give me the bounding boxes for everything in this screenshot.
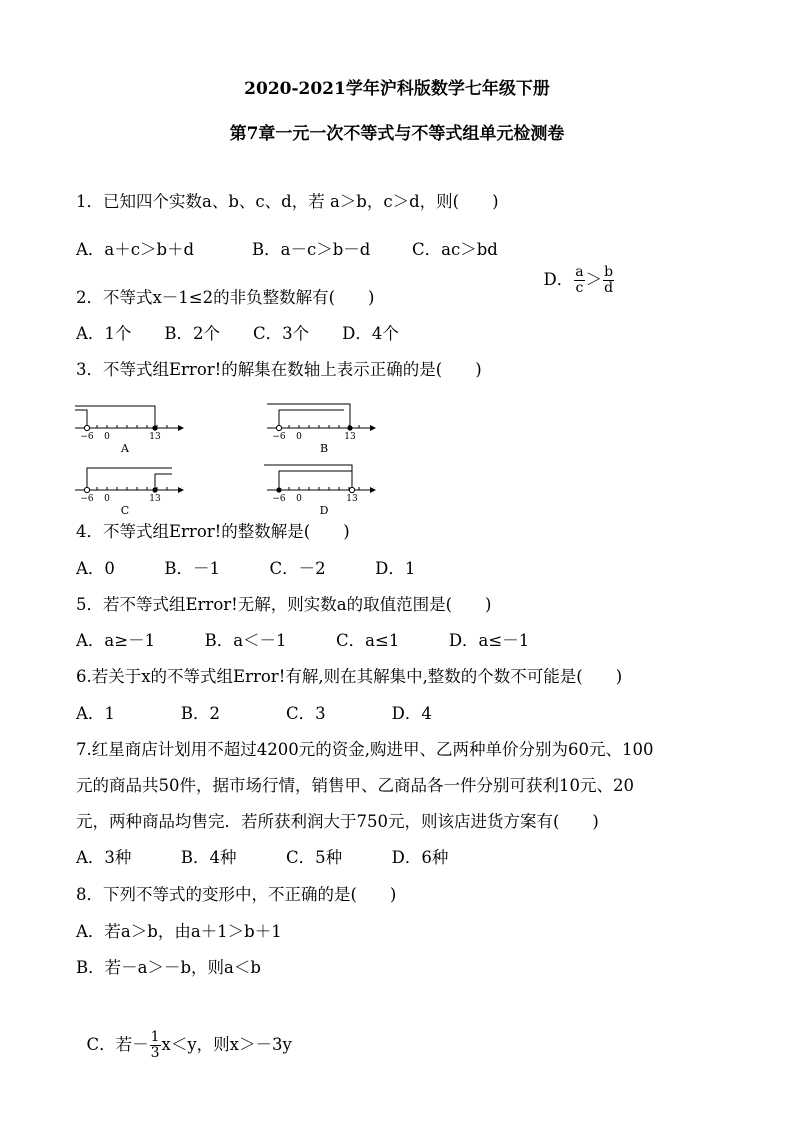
- tick-label-neg6: −6: [272, 494, 286, 504]
- q2-stem: 2．不等式x－1≤2的非负整数解有( ): [76, 288, 375, 307]
- fraction-numerator: b: [604, 264, 614, 280]
- q6-stem: 6.若关于x的不等式组Error!有解,则在其解集中,整数的个数不可能是( ): [76, 667, 623, 686]
- option-label-b: B: [319, 442, 329, 455]
- q8-option-c: [76, 1000, 292, 1061]
- document-subtitle: 第7章一元一次不等式与不等式组单元检测卷: [229, 124, 565, 144]
- number-line-d: [262, 460, 377, 518]
- tick-label-neg6: −6: [80, 432, 94, 442]
- q8-option-c-suffix: x＜y，则x＞－3y: [161, 1035, 292, 1054]
- q7-stem-line2: 元的商品共50件，据市场行情，销售甲、乙商品各一件分别可获利10元、20: [76, 776, 634, 795]
- number-line-c: [70, 460, 185, 518]
- q1-stem: 1．已知四个实数a、b、c、d，若 a＞b，c＞d，则( ): [76, 192, 499, 211]
- option-label-d: D: [319, 504, 329, 517]
- q1-option-a: A．a＋c＞b＋d: [76, 240, 195, 259]
- fraction-denominator: c: [575, 280, 584, 296]
- fraction-a-over-c: [574, 265, 584, 296]
- q7-options: A．3种 B．4种 C．5种 D．6种: [76, 848, 449, 867]
- option-label-c: C: [120, 504, 130, 517]
- fraction-denominator: d: [604, 280, 614, 296]
- q4-options: A．0 B．－1 C．－2 D．1: [76, 559, 416, 578]
- q5-stem: 5．若不等式组Error!无解，则实数a的取值范围是( ): [76, 595, 492, 614]
- q8-stem: 8．下列不等式的变形中，不正确的是( ): [76, 885, 397, 904]
- number-line-b: [262, 398, 377, 456]
- q1-option-b: B．a－c＞b－d: [252, 240, 371, 259]
- q7-stem-line3: 元，两种商品均售完．若所获利润大于750元，则该店进货方案有( ): [76, 812, 599, 831]
- q1-option-d: [533, 235, 615, 296]
- q2-options: A．1个 B．2个 C．3个 D．4个: [76, 324, 399, 343]
- tick-label-13: 13: [149, 432, 161, 442]
- fraction-numerator: 1: [150, 1029, 160, 1045]
- tick-label-neg6: −6: [272, 432, 286, 442]
- fraction-b-over-d: [603, 265, 614, 296]
- q8-option-a: A．若a＞b，由a＋1＞b＋1: [76, 922, 282, 941]
- q4-stem: 4．不等式组Error!的整数解是( ): [76, 522, 350, 541]
- q8-option-b: B．若－a＞－b，则a＜b: [76, 958, 261, 977]
- tick-label-neg6: −6: [80, 494, 94, 504]
- tick-label-13: 13: [344, 432, 356, 442]
- tick-label-0: 0: [296, 494, 302, 504]
- q5-options: A．a≥－1 B．a＜－1 C．a≤1 D．a≤－1: [76, 631, 530, 650]
- q1-option-c: C．ac＞bd: [412, 240, 498, 259]
- q1-option-d-relation: ＞: [585, 270, 603, 289]
- q1-option-d-label: D．: [543, 270, 574, 289]
- fraction-denominator: 3: [150, 1045, 160, 1061]
- q3-stem: 3．不等式组Error!的解集在数轴上表示正确的是( ): [76, 360, 482, 379]
- tick-label-0: 0: [296, 432, 302, 442]
- tick-label-13: 13: [149, 494, 161, 504]
- q7-stem-line1: 7.红星商店计划用不超过4200元的资金,购进甲、乙两种单价分别为60元、100: [76, 740, 654, 759]
- document-title: 2020-2021学年沪科版数学七年级下册: [244, 79, 550, 99]
- fraction-numerator: a: [575, 264, 584, 280]
- q6-options: A．1 B．2 C．3 D．4: [76, 704, 432, 723]
- number-line-a: [70, 398, 185, 456]
- q8-option-c-prefix: C．若－: [86, 1035, 149, 1054]
- fraction-one-third: [150, 1030, 161, 1061]
- tick-label-0: 0: [104, 432, 110, 442]
- tick-label-0: 0: [104, 494, 110, 504]
- option-label-a: A: [121, 442, 129, 455]
- tick-label-13: 13: [346, 494, 358, 504]
